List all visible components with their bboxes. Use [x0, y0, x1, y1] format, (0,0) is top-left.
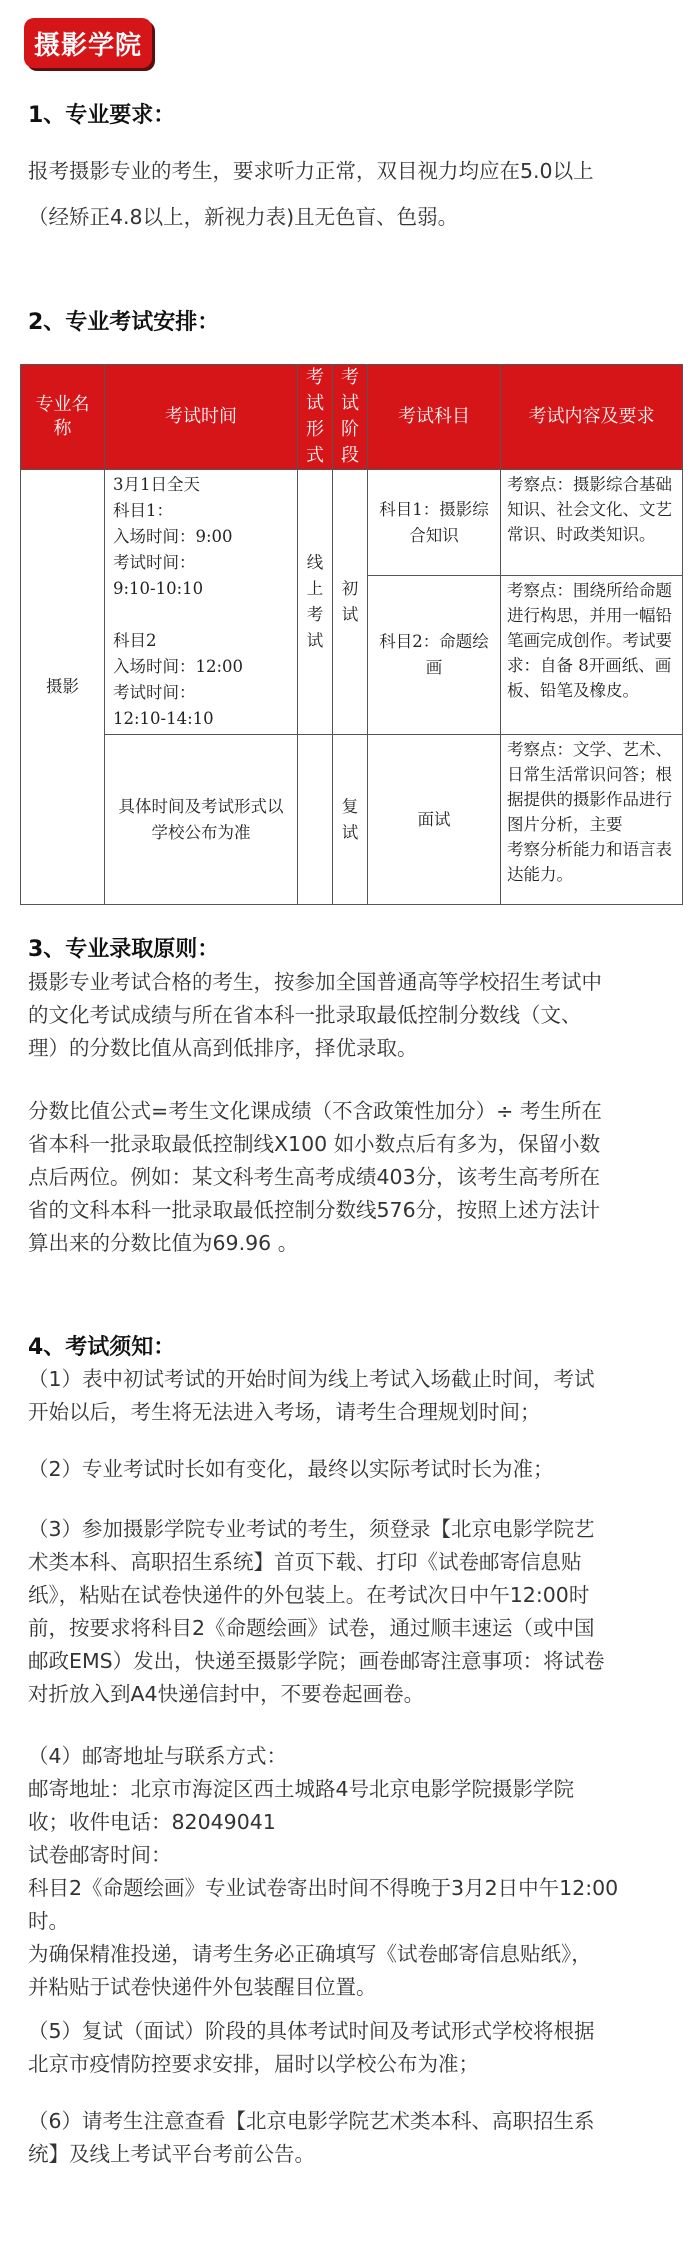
header-exam-content: 考试内容及要求	[501, 365, 683, 470]
prelim-time-cell: 3月1日全天 科目1： 入场时间：9:00 考试时间： 9:10-10:10 科目2 入场时间：12:00 考试时间： 12:10-14:10	[105, 470, 298, 735]
notice-1: （1）表中初试考试的开始时间为线上考试入场截止时间，考试 开始以后，考生将无法进入考场，请考生合理规划时间；	[28, 1367, 595, 1424]
table-row	[21, 470, 683, 576]
formula-text: 分数比值公式=考生文化课成绩（不含政策性加分）÷ 考生所在 省本科一批录取最低控制线X100 如小数点后有多为，保留小数 点后两位。例如：某文科考生高考成绩403分，该考生高考所在 省的文科本科一批录取最低控制分数线576分，按照上述方法计 算出来的分数比值为69.96 。	[28, 1099, 602, 1255]
notice-3: （3）参加摄影学院专业考试的考生，须登录【北京电影学院艺 术类本科、高职招生系统】首页下载、打印《试卷邮寄信息贴 纸》，粘贴在试卷快递件的外包装上。在考试次日中午12:00时 前，按要求将科目2《命题绘画》试卷，通过顺丰速运（或中国 邮政EMS）发出，快递至摄影学院；画卷邮寄注意事项：将试卷 对折放入到A4快递信封中，不要卷起画卷。	[28, 1517, 605, 1706]
prelim-form-cell: 线上考试	[298, 470, 333, 735]
notice-2: （2）专业考试时长如有变化，最终以实际考试时长为准；	[28, 1457, 554, 1481]
prelim-stage-cell: 初试	[333, 470, 368, 735]
subject1-cell: 科目1：摄影综合知识	[368, 470, 501, 576]
heading-exam-arrangement: 2、专业考试安排：	[28, 310, 220, 335]
table-row	[21, 735, 683, 905]
heading-requirements: 1、专业要求：	[28, 103, 176, 128]
header-major: 专业名称	[21, 365, 105, 470]
subject2-cell: 科目2：命题绘画	[368, 576, 501, 735]
content2-cell: 考察点：围绕所给命题进行构思，并用一幅铅笔画完成创作。考试要求：自备 8开画纸、画板、铅笔及橡皮。	[501, 576, 683, 735]
section-badge: 摄影学院	[24, 18, 152, 68]
subject3-cell: 面试	[368, 735, 501, 905]
content3-cell: 考察点：文学、艺术、日常生活常识问答；根据提供的摄影作品进行图片分析，主要 考察分析能力和语言表达能力。	[501, 735, 683, 905]
notice-5: （5）复试（面试）阶段的具体考试时间及考试形式学校将根据 北京市疫情防控要求安排，届时以学校公布为准；	[28, 2019, 595, 2076]
header-exam-time: 考试时间	[105, 365, 298, 470]
retest-form-cell	[298, 735, 333, 905]
admission-text: 摄影专业考试合格的考生，按参加全国普通高等学校招生考试中 的文化考试成绩与所在省本科一批录取最低控制分数线（文、 理）的分数比值从高到低排序，择优录取。	[28, 970, 602, 1060]
heading-admission: 3、专业录取原则：	[28, 937, 220, 962]
retest-stage-cell: 复试	[333, 735, 368, 905]
retest-time-cell: 具体时间及考试形式以学校公布为准	[105, 735, 298, 905]
notice-6: （6）请考生注意查看【北京电影学院艺术类本科、高职招生系 统】及线上考试平台考前公告。	[28, 2109, 595, 2166]
notice-4: （4）邮寄地址与联系方式： 邮寄地址：北京市海淀区西土城路4号北京电影学院摄影学院 收；收件电话：82049041 试卷邮寄时间： 科目2《命题绘画》专业试卷寄出时间不得晚于3月2日中午12:00 时。 为确保精准投递，请考生务必正确填写《试卷邮寄信息贴纸》， 并粘贴于试卷快递件外包装醒目位置。	[28, 1744, 619, 1999]
requirements-text: 报考摄影专业的考生，要求听力正常，双目视力均应在5.0以上 （经矫正4.8以上，新视力表)且无色盲、色弱。	[28, 159, 594, 229]
exam-schedule-table	[20, 364, 683, 905]
major-cell: 摄影	[21, 470, 105, 905]
content1-cell: 考察点：摄影综合基础知识、社会文化、文艺常识、时政类知识。	[501, 470, 683, 576]
header-exam-form: 考试形式	[298, 365, 333, 470]
heading-notice: 4、考试须知：	[28, 1335, 176, 1360]
header-exam-stage: 考试阶段	[333, 365, 368, 470]
header-exam-subject: 考试科目	[368, 365, 501, 470]
table-header-row	[21, 365, 683, 470]
